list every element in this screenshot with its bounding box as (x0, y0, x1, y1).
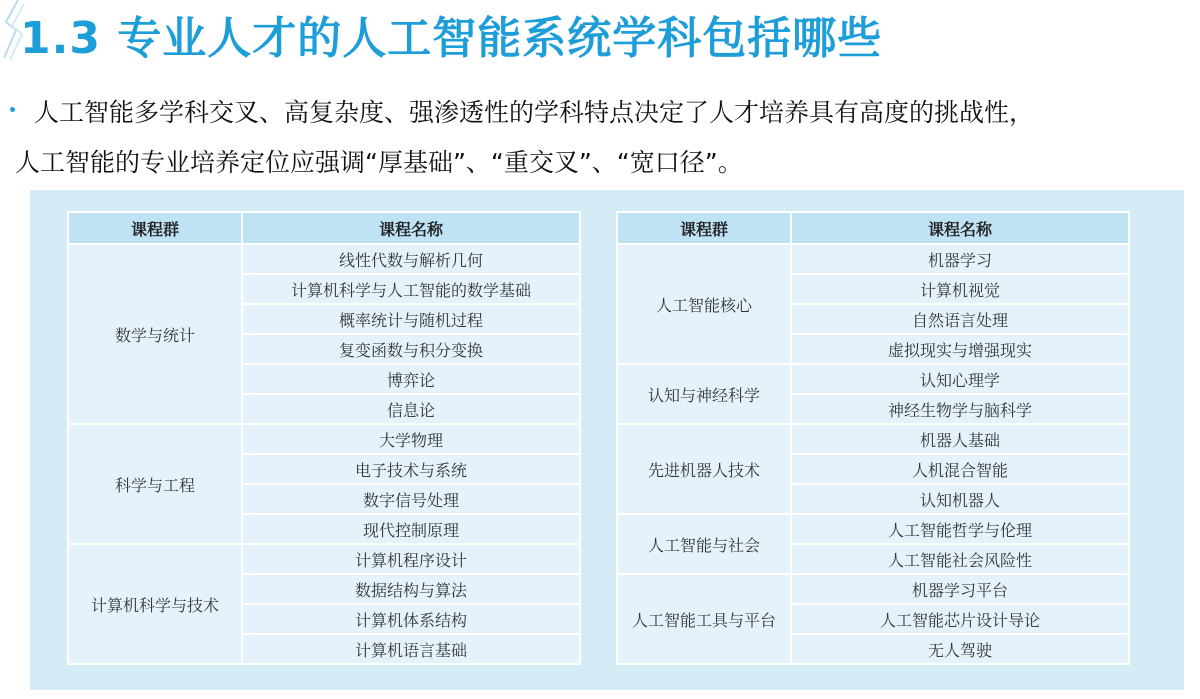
course-name-cell: 自然语言处理 (791, 304, 1129, 334)
course-name-cell: 人工智能社会风险性 (791, 544, 1129, 574)
table-row (617, 574, 1129, 604)
table-row (617, 364, 1129, 394)
intro-line-2: 人工智能的专业培养定位应强调“厚基础”、“重交叉”、“宽口径”。 (15, 148, 743, 177)
course-name-cell: 机器学习 (791, 244, 1129, 274)
course-name-cell: 无人驾驶 (791, 634, 1129, 664)
course-name-cell: 计算机科学与人工智能的数学基础 (242, 274, 580, 304)
course-name-cell: 计算机体系结构 (242, 604, 580, 634)
header-course-group: 课程群 (68, 212, 242, 244)
table-row (617, 424, 1129, 454)
course-name-cell: 数字信号处理 (242, 484, 580, 514)
course-group-cell: 人工智能与社会 (617, 514, 791, 574)
table-row (68, 244, 580, 274)
course-group-cell: 数学与统计 (68, 244, 242, 424)
course-name-cell: 信息论 (242, 394, 580, 424)
intro-paragraph (15, 88, 1190, 188)
table-body (617, 244, 1129, 664)
course-name-cell: 大学物理 (242, 424, 580, 454)
course-group-cell: 认知与神经科学 (617, 364, 791, 424)
table-header-row (68, 212, 580, 244)
course-group-cell: 科学与工程 (68, 424, 242, 544)
table-row (617, 244, 1129, 274)
course-name-cell: 概率统计与随机过程 (242, 304, 580, 334)
course-name-cell: 机器学习平台 (791, 574, 1129, 604)
course-name-cell: 电子技术与系统 (242, 454, 580, 484)
course-name-cell: 人工智能哲学与伦理 (791, 514, 1129, 544)
course-name-cell: 人机混合智能 (791, 454, 1129, 484)
course-name-cell: 计算机程序设计 (242, 544, 580, 574)
course-name-cell: 认知心理学 (791, 364, 1129, 394)
course-group-cell: 计算机科学与技术 (68, 544, 242, 664)
course-name-cell: 机器人基础 (791, 424, 1129, 454)
course-group-cell: 人工智能工具与平台 (617, 574, 791, 664)
course-name-cell: 虚拟现实与增强现实 (791, 334, 1129, 364)
table-row (68, 544, 580, 574)
table-row (617, 514, 1129, 544)
header-course-name: 课程名称 (791, 212, 1129, 244)
course-name-cell: 认知机器人 (791, 484, 1129, 514)
table-row (68, 424, 580, 454)
header-course-group: 课程群 (617, 212, 791, 244)
course-name-cell: 计算机语言基础 (242, 634, 580, 664)
table-body (68, 244, 580, 664)
header-course-name: 课程名称 (242, 212, 580, 244)
table-header-row (617, 212, 1129, 244)
course-name-cell: 复变函数与积分变换 (242, 334, 580, 364)
course-name-cell: 计算机视觉 (791, 274, 1129, 304)
course-table-right (616, 211, 1130, 665)
page-title: 1.3 专业人才的人工智能系统学科包括哪些 (20, 13, 883, 64)
intro-line-1: 人工智能多学科交叉、高复杂度、强渗透性的学科特点决定了人才培养具有高度的挑战性， (34, 98, 1035, 127)
course-name-cell: 人工智能芯片设计导论 (791, 604, 1129, 634)
course-name-cell: 现代控制原理 (242, 514, 580, 544)
course-table-left (67, 211, 581, 665)
course-group-cell: 人工智能核心 (617, 244, 791, 364)
course-group-cell: 先进机器人技术 (617, 424, 791, 514)
course-name-cell: 神经生物学与脑科学 (791, 394, 1129, 424)
course-name-cell: 数据结构与算法 (242, 574, 580, 604)
course-name-cell: 博弈论 (242, 364, 580, 394)
course-name-cell: 线性代数与解析几何 (242, 244, 580, 274)
